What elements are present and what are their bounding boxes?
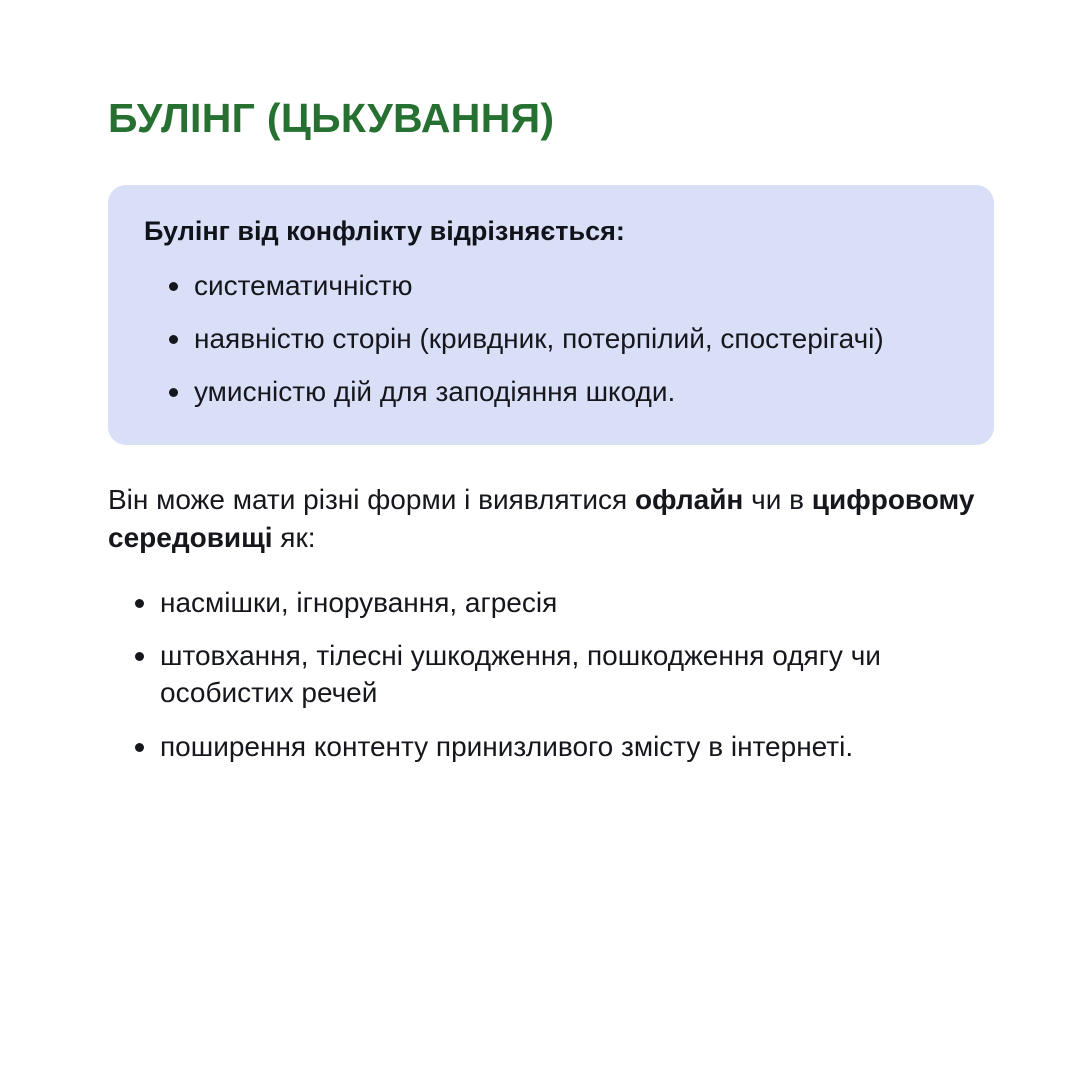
- list-item: насмішки, ігнорування, агресія: [108, 584, 994, 621]
- intro-paragraph: [108, 481, 988, 558]
- page-title: БУЛІНГ (ЦЬКУВАННЯ): [108, 95, 555, 141]
- paragraph-part-1: Він може мати різні форми і виявлятися: [108, 483, 635, 515]
- forms-bullet-list: [108, 584, 994, 765]
- definition-callout: [108, 185, 994, 444]
- list-item: наявністю сторін (кривдник, потерпілий, спостерігачі): [142, 320, 960, 357]
- paragraph-part-3: як:: [272, 522, 316, 554]
- list-item: поширення контенту принизливого змісту в інтернеті.: [108, 728, 994, 765]
- callout-bullet-list: [142, 267, 960, 411]
- list-item: штовхання, тілесні ушкодження, пошкодження одягу чи особистих речей: [108, 637, 994, 711]
- list-item: умисністю дій для заподіяння шкоди.: [142, 373, 960, 410]
- paragraph-part-2: чи в: [743, 483, 812, 515]
- callout-heading: Булінг від конфлікту відрізняється:: [144, 216, 625, 247]
- paragraph-bold-offline: офлайн: [634, 483, 744, 515]
- list-item: систематичністю: [142, 267, 960, 304]
- paragraph-bold-digital: цифровому середовищі: [108, 483, 975, 554]
